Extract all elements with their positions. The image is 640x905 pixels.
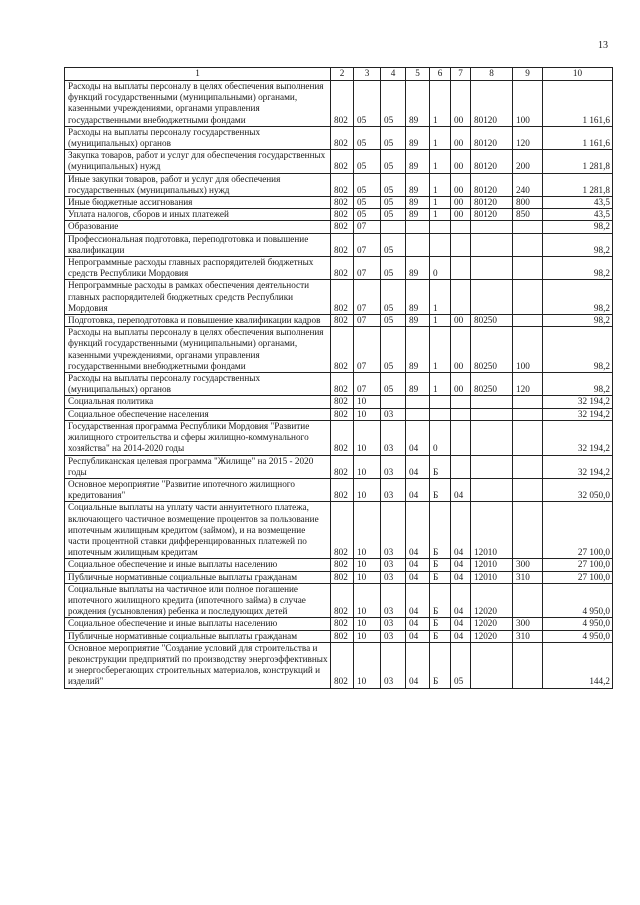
code-ministry: 802 [331, 583, 354, 618]
row-name: Иные бюджетные ассигнования [65, 197, 331, 209]
code-subprogram: Б [430, 583, 451, 618]
code-program: 04 [406, 630, 430, 642]
row-amount: 43,5 [543, 209, 613, 221]
col-header: 1 [65, 68, 331, 81]
code-section: 10 [354, 478, 381, 501]
row-name: Закупка товаров, работ и услуг для обеспечения государственных (муниципальных) нужд [65, 150, 331, 173]
code-event: 00 [451, 373, 471, 396]
code-section: 05 [354, 81, 381, 127]
row-name: Расходы на выплаты персоналу государственных (муниципальных) органов [65, 373, 331, 396]
code-program: 89 [406, 257, 430, 280]
code-program: 04 [406, 502, 430, 559]
col-header: 6 [430, 68, 451, 81]
code-subprogram: 0 [430, 420, 451, 455]
code-subsection: 03 [381, 630, 406, 642]
row-amount: 98,2 [543, 280, 613, 315]
table-row [65, 150, 613, 173]
row-amount: 1 161,6 [543, 81, 613, 127]
code-ministry: 802 [331, 420, 354, 455]
code-ministry: 802 [331, 502, 354, 559]
table-row [65, 618, 613, 630]
code-expense-type: 100 [513, 327, 543, 373]
code-expense-type [513, 420, 543, 455]
code-event: 04 [451, 583, 471, 618]
code-event: 00 [451, 173, 471, 196]
code-section: 07 [354, 257, 381, 280]
row-name: Расходы на выплаты персоналу в целях обеспечения выполнения функций государственными (муниципальными) органами, казенными учреждениями, органами управления государственными внебюджетными фондами [65, 327, 331, 373]
code-subprogram: 1 [430, 315, 451, 327]
table-row [65, 315, 613, 327]
code-event: 04 [451, 571, 471, 583]
code-direction [471, 642, 513, 688]
row-name: Уплата налогов, сборов и иных платежей [65, 209, 331, 221]
code-program: 89 [406, 173, 430, 196]
col-header: 8 [471, 68, 513, 81]
code-section: 10 [354, 642, 381, 688]
code-section: 10 [354, 630, 381, 642]
code-ministry: 802 [331, 571, 354, 583]
code-program: 04 [406, 559, 430, 571]
code-ministry: 802 [331, 209, 354, 221]
code-ministry: 802 [331, 630, 354, 642]
code-event [451, 420, 471, 455]
code-section: 07 [354, 233, 381, 256]
table-row [65, 502, 613, 559]
code-direction [471, 455, 513, 478]
code-section: 05 [354, 126, 381, 149]
code-expense-type [513, 396, 543, 408]
code-subsection: 05 [381, 173, 406, 196]
code-expense-type [513, 233, 543, 256]
table-row [65, 81, 613, 127]
code-section: 07 [354, 221, 381, 233]
code-program: 04 [406, 571, 430, 583]
code-direction: 80120 [471, 173, 513, 196]
code-section: 07 [354, 373, 381, 396]
code-event: 00 [451, 150, 471, 173]
row-name: Образование [65, 221, 331, 233]
code-event [451, 233, 471, 256]
code-direction: 12010 [471, 559, 513, 571]
code-program: 89 [406, 197, 430, 209]
row-amount: 32 194,2 [543, 420, 613, 455]
code-ministry: 802 [331, 315, 354, 327]
code-subprogram: 0 [430, 257, 451, 280]
code-event [451, 257, 471, 280]
code-event [451, 455, 471, 478]
code-subprogram [430, 233, 451, 256]
table-row [65, 126, 613, 149]
row-name: Основное мероприятие "Создание условий для строительства и реконструкции предприятий по производству энергоэффективных и энергосберегающих строительных материалов, конструкций и изделий" [65, 642, 331, 688]
code-program: 89 [406, 81, 430, 127]
code-subsection: 05 [381, 197, 406, 209]
code-section: 07 [354, 315, 381, 327]
code-section: 10 [354, 455, 381, 478]
table-row [65, 559, 613, 571]
code-subprogram: Б [430, 642, 451, 688]
code-ministry: 802 [331, 126, 354, 149]
row-name: Подготовка, переподготовка и повышение квалификации кадров [65, 315, 331, 327]
code-ministry: 802 [331, 455, 354, 478]
row-amount: 1 281,8 [543, 150, 613, 173]
code-subsection: 03 [381, 559, 406, 571]
code-event: 00 [451, 327, 471, 373]
row-name: Основное мероприятие "Развитие ипотечного жилищного кредитования" [65, 478, 331, 501]
code-subsection: 05 [381, 315, 406, 327]
code-section: 10 [354, 559, 381, 571]
code-expense-type: 120 [513, 126, 543, 149]
row-name: Непрограммные расходы главных распорядителей бюджетных средств Республики Мордовия [65, 257, 331, 280]
col-header: 5 [406, 68, 430, 81]
code-direction: 80120 [471, 81, 513, 127]
code-subprogram: Б [430, 630, 451, 642]
code-direction: 80120 [471, 197, 513, 209]
code-subsection [381, 396, 406, 408]
code-ministry: 802 [331, 478, 354, 501]
code-section: 05 [354, 150, 381, 173]
row-amount: 98,2 [543, 233, 613, 256]
row-amount: 27 100,0 [543, 571, 613, 583]
row-name: Социальное обеспечение и иные выплаты населению [65, 559, 331, 571]
code-event: 00 [451, 197, 471, 209]
code-program: 04 [406, 642, 430, 688]
code-ministry: 802 [331, 257, 354, 280]
code-expense-type [513, 478, 543, 501]
table-row [65, 478, 613, 501]
code-expense-type: 850 [513, 209, 543, 221]
code-subprogram: Б [430, 559, 451, 571]
code-section: 10 [354, 502, 381, 559]
row-amount: 1 281,8 [543, 173, 613, 196]
code-program: 04 [406, 583, 430, 618]
row-name: Непрограммные расходы в рамках обеспечения деятельности главных распорядителей бюджетных средств Республики Мордовия [65, 280, 331, 315]
code-expense-type: 120 [513, 373, 543, 396]
code-subsection: 03 [381, 571, 406, 583]
code-event: 04 [451, 559, 471, 571]
code-subsection: 05 [381, 150, 406, 173]
code-program: 89 [406, 126, 430, 149]
code-section: 10 [354, 420, 381, 455]
page-number: 13 [598, 40, 608, 51]
code-direction [471, 233, 513, 256]
row-name: Публичные нормативные социальные выплаты гражданам [65, 571, 331, 583]
code-section: 07 [354, 280, 381, 315]
col-header: 7 [451, 68, 471, 81]
code-direction [471, 478, 513, 501]
code-direction: 80120 [471, 209, 513, 221]
code-event: 00 [451, 81, 471, 127]
row-amount: 98,2 [543, 221, 613, 233]
row-amount: 98,2 [543, 257, 613, 280]
code-subsection: 05 [381, 280, 406, 315]
code-direction [471, 420, 513, 455]
code-ministry: 802 [331, 197, 354, 209]
code-ministry: 802 [331, 173, 354, 196]
code-section: 10 [354, 396, 381, 408]
code-program: 89 [406, 373, 430, 396]
code-direction: 80120 [471, 150, 513, 173]
code-subprogram: 1 [430, 280, 451, 315]
code-expense-type: 200 [513, 150, 543, 173]
row-amount: 32 194,2 [543, 455, 613, 478]
row-amount: 98,2 [543, 315, 613, 327]
code-event [451, 408, 471, 420]
col-header: 10 [543, 68, 613, 81]
code-event [451, 221, 471, 233]
code-subsection: 03 [381, 408, 406, 420]
code-direction [471, 408, 513, 420]
code-ministry: 802 [331, 373, 354, 396]
table-row [65, 455, 613, 478]
table-row [65, 327, 613, 373]
code-subprogram: Б [430, 478, 451, 501]
table-row [65, 280, 613, 315]
row-name: Республиканская целевая программа "Жилище" на 2015 - 2020 годы [65, 455, 331, 478]
code-subprogram [430, 396, 451, 408]
code-subsection: 03 [381, 618, 406, 630]
code-subsection: 05 [381, 126, 406, 149]
code-subsection: 05 [381, 327, 406, 373]
row-amount: 32 050,0 [543, 478, 613, 501]
code-subprogram: 1 [430, 209, 451, 221]
code-subprogram: Б [430, 502, 451, 559]
code-expense-type [513, 502, 543, 559]
table-row [65, 420, 613, 455]
code-event: 04 [451, 618, 471, 630]
code-expense-type: 240 [513, 173, 543, 196]
row-amount: 4 950,0 [543, 630, 613, 642]
code-subsection: 03 [381, 583, 406, 618]
code-expense-type [513, 583, 543, 618]
code-direction: 80250 [471, 315, 513, 327]
code-direction [471, 257, 513, 280]
row-amount: 98,2 [543, 327, 613, 373]
code-program [406, 233, 430, 256]
code-event: 04 [451, 478, 471, 501]
table-row [65, 197, 613, 209]
table-row [65, 630, 613, 642]
row-amount: 144,2 [543, 642, 613, 688]
code-ministry: 802 [331, 150, 354, 173]
row-amount: 1 161,6 [543, 126, 613, 149]
code-direction [471, 280, 513, 315]
col-header: 2 [331, 68, 354, 81]
code-program: 89 [406, 150, 430, 173]
header-row [65, 68, 613, 81]
row-amount: 98,2 [543, 373, 613, 396]
code-event: 04 [451, 630, 471, 642]
code-expense-type [513, 257, 543, 280]
col-header: 3 [354, 68, 381, 81]
code-ministry: 802 [331, 280, 354, 315]
code-subprogram [430, 221, 451, 233]
code-direction: 12020 [471, 618, 513, 630]
code-event: 00 [451, 209, 471, 221]
code-section: 05 [354, 197, 381, 209]
row-name: Расходы на выплаты персоналу в целях обеспечения выполнения функций государственными (муниципальными) органами, казенными учреждениями, органами управления государственными внебюджетными фондами [65, 81, 331, 127]
code-expense-type [513, 642, 543, 688]
code-subprogram: 1 [430, 373, 451, 396]
row-name: Государственная программа Республики Мордовия "Развитие жилищного строительства и сферы жилищно-коммунального хозяйства" на 2014-2020 годы [65, 420, 331, 455]
code-section: 10 [354, 408, 381, 420]
row-amount: 4 950,0 [543, 618, 613, 630]
code-direction [471, 221, 513, 233]
code-direction [471, 396, 513, 408]
row-amount: 27 100,0 [543, 559, 613, 571]
code-section: 07 [354, 327, 381, 373]
code-program [406, 408, 430, 420]
code-section: 10 [354, 571, 381, 583]
code-subsection: 03 [381, 642, 406, 688]
code-expense-type [513, 315, 543, 327]
code-direction: 80250 [471, 373, 513, 396]
budget-table [64, 67, 613, 689]
col-header: 9 [513, 68, 543, 81]
row-name: Иные закупки товаров, работ и услуг для обеспечения государственных (муниципальных) нужд [65, 173, 331, 196]
code-subprogram: 1 [430, 327, 451, 373]
code-program: 04 [406, 420, 430, 455]
code-ministry: 802 [331, 408, 354, 420]
code-program [406, 221, 430, 233]
table-row [65, 373, 613, 396]
code-subprogram: Б [430, 618, 451, 630]
code-ministry: 802 [331, 81, 354, 127]
code-section: 05 [354, 209, 381, 221]
table-row [65, 257, 613, 280]
code-program: 89 [406, 327, 430, 373]
code-subsection: 05 [381, 257, 406, 280]
row-amount: 27 100,0 [543, 502, 613, 559]
row-name: Социальные выплаты на частичное или полное погашение ипотечного жилищного кредита (ипотечного займа) в случае рождения (усыновления) ребенка и последующих детей [65, 583, 331, 618]
code-subsection: 03 [381, 455, 406, 478]
code-direction: 12010 [471, 502, 513, 559]
row-name: Публичные нормативные социальные выплаты гражданам [65, 630, 331, 642]
code-event: 00 [451, 315, 471, 327]
code-subprogram: 1 [430, 197, 451, 209]
row-amount: 32 194,2 [543, 396, 613, 408]
code-event: 05 [451, 642, 471, 688]
code-program [406, 396, 430, 408]
code-subprogram: Б [430, 455, 451, 478]
table-row [65, 233, 613, 256]
code-subsection: 05 [381, 209, 406, 221]
code-subsection [381, 221, 406, 233]
table-row [65, 408, 613, 420]
code-direction: 80250 [471, 327, 513, 373]
table-row [65, 583, 613, 618]
code-expense-type: 100 [513, 81, 543, 127]
table-row [65, 209, 613, 221]
code-subprogram: 1 [430, 173, 451, 196]
code-ministry: 802 [331, 618, 354, 630]
code-ministry: 802 [331, 559, 354, 571]
code-subsection: 05 [381, 373, 406, 396]
code-section: 10 [354, 583, 381, 618]
row-name: Расходы на выплаты персоналу государственных (муниципальных) органов [65, 126, 331, 149]
code-program: 89 [406, 315, 430, 327]
row-amount: 43,5 [543, 197, 613, 209]
code-subprogram [430, 408, 451, 420]
row-amount: 32 194,2 [543, 408, 613, 420]
code-subprogram: 1 [430, 126, 451, 149]
row-name: Социальная политика [65, 396, 331, 408]
code-program: 04 [406, 618, 430, 630]
code-ministry: 802 [331, 233, 354, 256]
code-subsection: 05 [381, 81, 406, 127]
code-direction: 12020 [471, 583, 513, 618]
code-event: 00 [451, 126, 471, 149]
code-program: 89 [406, 280, 430, 315]
code-direction: 80120 [471, 126, 513, 149]
table-row [65, 173, 613, 196]
code-ministry: 802 [331, 221, 354, 233]
code-expense-type: 800 [513, 197, 543, 209]
code-event [451, 280, 471, 315]
code-expense-type: 300 [513, 559, 543, 571]
code-expense-type [513, 408, 543, 420]
code-expense-type [513, 221, 543, 233]
code-program: 04 [406, 455, 430, 478]
code-subprogram: 1 [430, 81, 451, 127]
code-expense-type: 310 [513, 630, 543, 642]
code-ministry: 802 [331, 327, 354, 373]
code-subprogram: Б [430, 571, 451, 583]
table-row [65, 221, 613, 233]
code-program: 89 [406, 209, 430, 221]
row-name: Социальное обеспечение и иные выплаты населению [65, 618, 331, 630]
code-ministry: 802 [331, 396, 354, 408]
code-event: 04 [451, 502, 471, 559]
table-row [65, 571, 613, 583]
table-row [65, 396, 613, 408]
code-ministry: 802 [331, 642, 354, 688]
code-expense-type [513, 280, 543, 315]
code-subsection: 05 [381, 233, 406, 256]
code-subsection: 03 [381, 478, 406, 501]
row-name: Социальные выплаты на уплату части аннуитетного платежа, включающего частичное возмещение процентов за пользование ипотечным жилищным кредитом (займом), и на возмещение части процентной ставки дифференцированных платежей по ипотечным жилищным кредитам [65, 502, 331, 559]
row-name: Профессиональная подготовка, переподготовка и повышение квалификации [65, 233, 331, 256]
code-expense-type [513, 455, 543, 478]
code-subsection: 03 [381, 502, 406, 559]
table-row [65, 642, 613, 688]
row-name: Социальное обеспечение населения [65, 408, 331, 420]
col-header: 4 [381, 68, 406, 81]
code-event [451, 396, 471, 408]
code-program: 04 [406, 478, 430, 501]
code-subprogram: 1 [430, 150, 451, 173]
row-amount: 4 950,0 [543, 583, 613, 618]
code-expense-type: 300 [513, 618, 543, 630]
code-direction: 12020 [471, 630, 513, 642]
code-section: 05 [354, 173, 381, 196]
code-expense-type: 310 [513, 571, 543, 583]
code-section: 10 [354, 618, 381, 630]
code-direction: 12010 [471, 571, 513, 583]
code-subsection: 03 [381, 420, 406, 455]
